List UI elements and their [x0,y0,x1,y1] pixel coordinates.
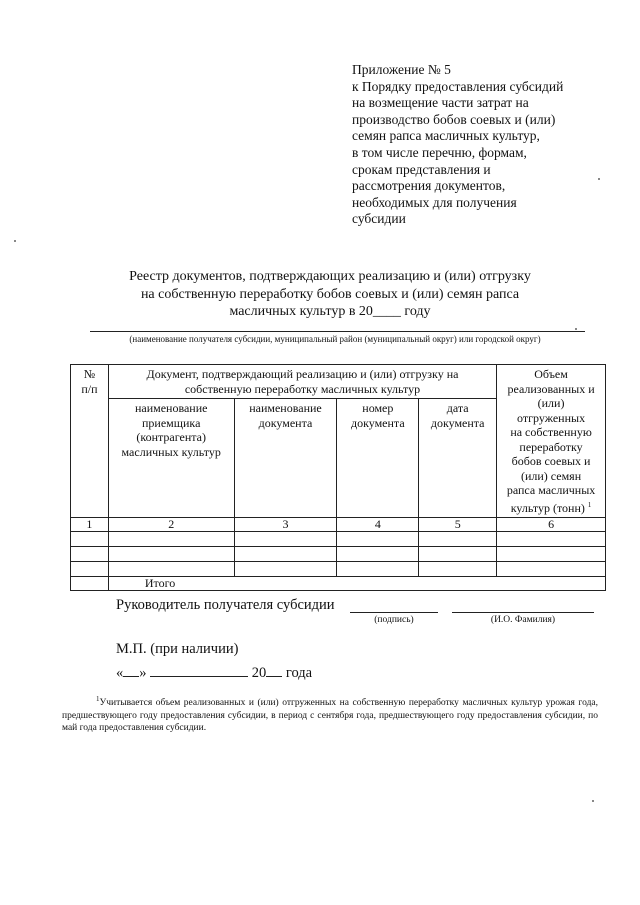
table-cell [71,547,109,562]
volume-header-text: Объем реализованных и (или) отгруженных на собственную переработку бобов соевых и (или) семян рапса масличных культур (тонн) [506,367,596,515]
appendix-block [352,62,622,228]
appendix-line: к Порядку предоставления субсидий [352,78,564,94]
year-blank [266,662,282,677]
column-number: 3 [234,518,337,532]
table-cell [497,532,606,547]
recipient-caption: (наименование получателя субсидии, муниципальный район (муниципальный округ) или городской округ) [129,334,541,344]
sub-header-recipient: наименование приемщика (контрагента) масличных культур [108,399,234,518]
appendix-line: в том числе перечню, формам, [352,144,527,160]
year-prefix: 20 [251,665,267,681]
footnote [62,693,598,735]
year-suffix: года [285,665,313,681]
table-cell [497,562,606,577]
scan-speck [575,328,577,330]
signature-label: Руководитель получателя субсидии [116,597,335,613]
table-cell [108,562,234,577]
table-cell [419,532,497,547]
appendix-line: на возмещение части затрат на [352,95,529,111]
table-cell [71,532,109,547]
table-cell [234,562,337,577]
document-group-header: Документ, подтверждающий реализацию и (или) отгрузку на собственную переработку масличных культур [108,365,496,399]
table-cell [108,532,234,547]
scan-speck [14,240,16,242]
appendix-line: рассмотрения документов, [352,178,506,194]
scan-speck [592,800,594,802]
signature-line [350,612,438,613]
date-line [116,662,312,682]
table-cell [234,547,337,562]
appendix-line: Приложение № 5 [352,62,451,77]
open-quote: « [116,665,124,681]
day-blank [123,662,139,677]
column-number: 6 [497,518,606,532]
table-row [71,532,606,547]
column-number: 5 [419,518,497,532]
appendix-line: необходимых для получения [352,194,517,210]
month-blank [150,662,248,677]
total-label: Итого [108,577,605,591]
appendix-line: производство бобов соевых и (или) [352,111,556,127]
appendix-line: субсидии [352,211,406,227]
table-cell [234,532,337,547]
footnote-mark: 1 [96,695,100,703]
footnote-mark: 1 [587,500,592,509]
name-line [452,612,594,613]
title-line: Реестр документов, подтверждающих реализацию и (или) отгрузку [129,269,531,284]
recipient-name-line [90,331,585,332]
registry-table [70,364,606,591]
col-number-header: № п/п [71,365,109,518]
column-number: 4 [337,518,419,532]
volume-header [497,365,606,518]
sub-header-doc-number: номер документа [337,399,419,518]
appendix-line: семян рапса масличных культур, [352,128,540,144]
table-header-row [71,365,606,399]
name-caption: (И.О. Фамилия) [490,615,556,625]
table-cell [337,532,419,547]
column-number: 1 [71,518,109,532]
column-number: 2 [108,518,234,532]
table-cell [71,577,109,591]
total-row [71,577,606,591]
title-line: масличных культур в 20____ году [229,304,431,319]
table-cell [419,562,497,577]
table-cell [419,547,497,562]
table-cell [337,562,419,577]
sub-header-doc-date: дата документа [419,399,497,518]
document-title [60,268,600,321]
sub-header-doc-name: наименование документа [234,399,337,518]
scan-speck [598,178,600,180]
close-quote: » [139,665,147,681]
signature-caption: (подпись) [374,615,414,625]
table-row [71,547,606,562]
table-cell [108,547,234,562]
footnote-text: Учитывается объем реализованных и (или) отгруженных на собственную переработку масличных культур урожая года, предшествующего году предоставления субсидии, в период с сентября года, предшествующего году предоставления субсидии, по май года предоставления субсидии. [62,698,598,734]
stamp-place: М.П. (при наличии) [116,641,239,657]
title-line: на собственную переработку бобов соевых и (или) семян рапса [140,286,520,302]
column-number-row [71,518,606,532]
table-cell [337,547,419,562]
table-row [71,562,606,577]
table-cell [71,562,109,577]
appendix-line: срокам представления и [352,161,491,177]
table-cell [497,547,606,562]
